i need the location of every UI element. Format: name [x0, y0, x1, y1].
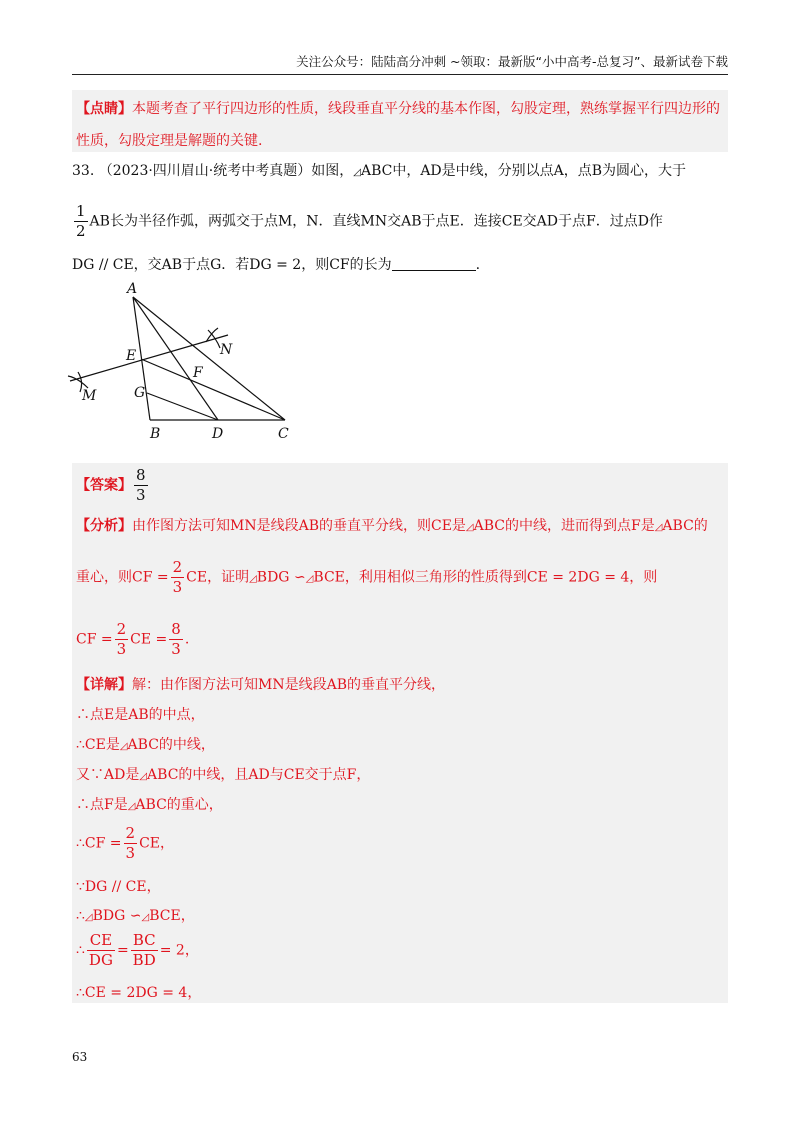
detail-line-1: 【详解】解：由作图方法可知MN是线段AB的垂直平分线，: [76, 677, 445, 693]
line-MN: [70, 335, 228, 381]
header-text: 关注公众号：陆陆高分冲刺 ~领取：最新版“小中高考-总复习”、最新试卷下载: [296, 54, 728, 69]
triangle-icon: ◿: [465, 522, 474, 533]
triangle-icon: ◿: [127, 801, 136, 812]
label-G: G: [134, 385, 146, 401]
question-line-1: 33. （2023·四川眉山·统考中考真题）如图，◿ABC中，AD是中线，分别以点A，点B为圆心，大于: [72, 163, 687, 179]
page-header: [72, 52, 728, 75]
label-N: N: [220, 342, 233, 358]
arc-M2: [68, 376, 88, 388]
detail-line-3: ∴CE是◿ABC的中线，: [76, 737, 215, 753]
geometry-figure: [60, 280, 320, 445]
analysis-line-1: 【分析】由作图方法可知MN是线段AB的垂直平分线，则CE是◿ABC的中线，进而得到点F是◿ABC的: [76, 518, 708, 534]
analysis-line-3: CF = $\frac{2}{3}$ CE = $\frac{8}{3}$ .: [76, 620, 190, 658]
label-B: B: [150, 426, 161, 442]
answer-tag: 【答案】: [76, 477, 132, 494]
question-line-3: DG // CE，交AB于点G．若DG = 2，则CF的长为 .: [72, 257, 481, 273]
segment-EC: [141, 359, 285, 420]
answer-fraction: $\frac{8}{3}$: [136, 466, 146, 504]
detail-line-6: ∴CF = $\frac{2}{3}$ CE，: [76, 824, 174, 862]
question-number: 33.: [72, 163, 95, 179]
label-C: C: [278, 426, 289, 442]
label-D: D: [212, 426, 224, 442]
triangle-icon: ◿: [141, 912, 150, 923]
triangle-icon: ◿: [139, 771, 148, 782]
comment-tag: 【点睛】: [76, 101, 132, 117]
detail-line-5: ∴点F是◿ABC的重心，: [76, 797, 223, 813]
question-line-2: $\frac{1}{2}$ AB长为半径作弧，两弧交于点M，N．直线MN交AB于点E．连接CE交AD于点F．过点D作: [76, 202, 663, 240]
label-E: E: [126, 348, 137, 364]
detail-tag: 【详解】: [76, 677, 132, 693]
segment-GD: [147, 393, 218, 420]
label-F: F: [193, 365, 203, 381]
label-M: M: [82, 388, 97, 404]
answer-line: [76, 468, 150, 503]
comment-line-2: 性质，勾股定理是解题的关键.: [76, 133, 263, 149]
triangle-icon: ◿: [305, 573, 314, 585]
detail-line-9: ∴ $\frac{CE}{DG}$ = $\frac{BC}{BD}$ = 2，: [76, 931, 199, 969]
fraction-half: $\frac{1}{2}$: [76, 202, 86, 240]
page-number: 63: [72, 1050, 88, 1064]
detail-line-10: ∴CE = 2DG = 4，: [76, 985, 202, 1001]
triangle-icon: ◿: [353, 167, 361, 178]
detail-line-7: ∵DG // CE，: [76, 879, 161, 895]
detail-line-8: ∴◿BDG ∽◿BCE，: [76, 908, 195, 924]
triangle-icon: ◿: [249, 573, 257, 585]
comment-line-1: 【点睛】本题考查了平行四边形的性质，线段垂直平分线的基本作图，勾股定理，熟练掌握平行四边形的: [76, 101, 720, 117]
detail-line-2: ∴点E是AB的中点，: [76, 707, 205, 723]
triangle-icon: ◿: [654, 522, 663, 533]
detail-line-4: 又∵AD是◿ABC的中线，且AD与CE交于点F，: [76, 767, 371, 783]
question-source: （2023·四川眉山·统考中考真题）如图，: [98, 163, 354, 179]
triangle-icon: ◿: [84, 912, 93, 923]
triangle-icon: ◿: [119, 741, 128, 752]
segment-AC: [133, 297, 285, 420]
analysis-line-2: 重心，则CF = $\frac{2}{3}$ CE，证明◿BDG ∽◿BCE，利用相似三角形的性质得到CE = 2DG = 4，则: [76, 558, 658, 596]
label-A: A: [127, 281, 138, 297]
answer-blank: [392, 257, 476, 271]
analysis-tag: 【分析】: [76, 518, 132, 534]
